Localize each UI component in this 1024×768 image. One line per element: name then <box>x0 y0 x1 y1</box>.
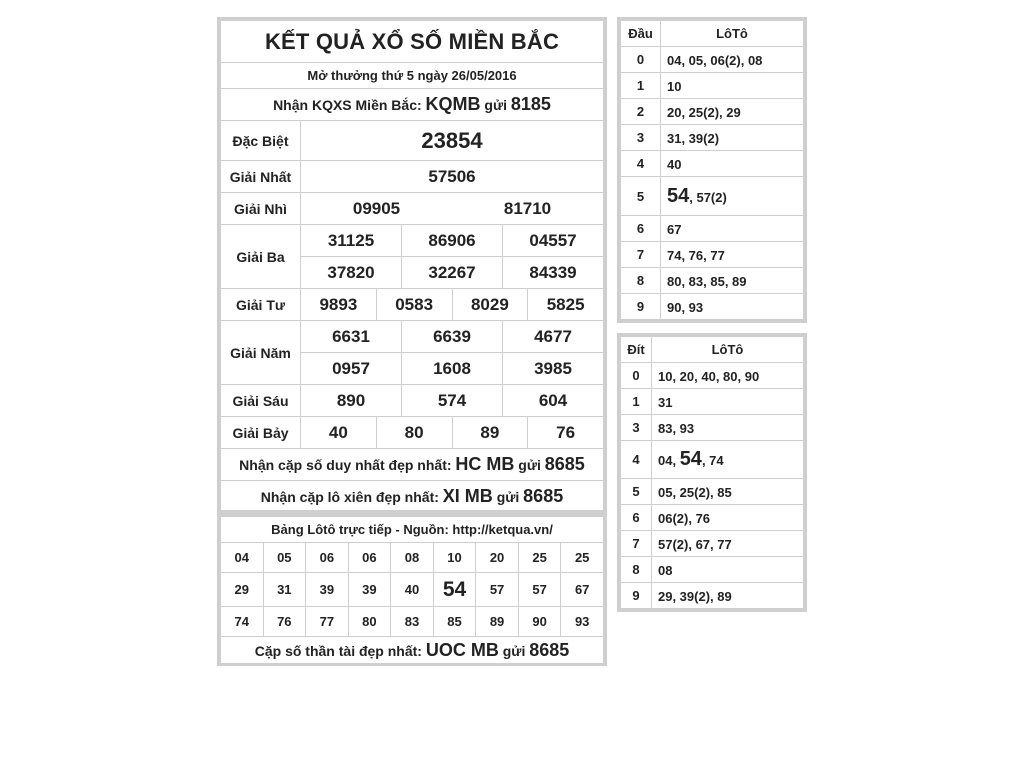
promo-code: HC MB <box>455 454 515 474</box>
promo-number: 8685 <box>544 454 585 474</box>
page-title: KẾT QUẢ XỔ SỐ MIỀN BẮC <box>221 21 604 63</box>
dau-key: 0 <box>621 47 661 73</box>
promo-line-uoc <box>221 637 604 664</box>
prize-label: Giải Sáu <box>221 385 301 417</box>
dit-row <box>621 583 804 609</box>
promo-mid: gửi <box>498 642 530 659</box>
prize-row-dac-biet <box>221 121 604 161</box>
prize-label: Giải Nhất <box>221 161 301 193</box>
promo-prefix: Nhận cặp số duy nhất đẹp nhất: <box>239 457 456 473</box>
values-text: 90, 93 <box>667 299 704 315</box>
prize-value: 9893 <box>301 289 377 321</box>
promo-line-hc <box>221 449 604 481</box>
loto-number: 85 <box>433 607 476 637</box>
dit-row <box>621 531 804 557</box>
prize-value: 604 <box>503 385 604 417</box>
prize-label: Đặc Biệt <box>221 121 301 161</box>
dau-key: 1 <box>621 73 661 99</box>
prize-row-tu <box>221 289 604 321</box>
values-text: 83, 93 <box>658 421 695 436</box>
dit-values <box>652 505 804 531</box>
prize-value: 04557 <box>503 225 604 257</box>
prize-value: 32267 <box>402 257 503 289</box>
dau-values <box>661 151 804 177</box>
prize-value: 31125 <box>301 225 402 257</box>
prize-row-ba <box>221 225 604 257</box>
dit-values <box>652 583 804 609</box>
loto-panel <box>217 513 607 666</box>
loto-number: 29 <box>221 573 264 607</box>
loto-header: LôTô <box>652 337 804 363</box>
dau-row <box>621 99 804 125</box>
dit-key: 1 <box>621 389 652 415</box>
values-text: 04, <box>658 453 680 468</box>
loto-number: 83 <box>391 607 434 637</box>
dau-row <box>621 47 804 73</box>
values-text: 10 <box>667 79 682 95</box>
dau-values <box>661 267 804 293</box>
loto-table <box>220 516 604 664</box>
dau-row <box>621 267 804 293</box>
prize-value: 3985 <box>503 353 604 385</box>
loto-row <box>221 543 604 573</box>
dit-values <box>652 441 804 479</box>
dau-row <box>621 241 804 267</box>
dit-key: 5 <box>621 479 652 505</box>
prize-row-bay <box>221 417 604 449</box>
dau-row <box>621 125 804 151</box>
sms-prefix: Nhận KQXS Miền Bắc: <box>273 97 426 113</box>
values-text: 31 <box>658 395 673 410</box>
dit-key: 4 <box>621 441 652 479</box>
dit-row <box>621 363 804 389</box>
prize-value: 0957 <box>301 353 402 385</box>
loto-number-highlight: 54 <box>433 573 476 607</box>
prize-value: 86906 <box>402 225 503 257</box>
prize-value: 1608 <box>402 353 503 385</box>
dau-header-row <box>621 21 804 47</box>
values-text: 20, 25(2), 29 <box>667 105 741 121</box>
dit-row <box>621 557 804 583</box>
prize-value: 40 <box>301 417 377 449</box>
loto-number: 20 <box>476 543 519 573</box>
prize-value: 574 <box>402 385 503 417</box>
prize-value: 37820 <box>301 257 402 289</box>
results-table <box>220 20 604 513</box>
prize-value: 8029 <box>452 289 528 321</box>
dit-row <box>621 389 804 415</box>
prize-label: Giải Bảy <box>221 417 301 449</box>
dau-values <box>661 215 804 241</box>
promo-line-xi <box>221 481 604 513</box>
promo-mid: gửi <box>492 489 524 505</box>
prize-label: Giải Năm <box>221 321 301 385</box>
prize-label: Giải Tư <box>221 289 301 321</box>
loto-number: 74 <box>221 607 264 637</box>
values-text: 74, 76, 77 <box>667 247 725 263</box>
values-text: 57(2), 67, 77 <box>658 537 732 552</box>
dit-key: 6 <box>621 505 652 531</box>
values-text: 10, 20, 40, 80, 90 <box>658 369 760 384</box>
dit-key: 8 <box>621 557 652 583</box>
loto-row <box>221 573 604 607</box>
prize-row-sau <box>221 385 604 417</box>
loto-title: Bảng Lôtô trực tiếp - Nguồn: http://ketqua.vn/ <box>221 517 604 543</box>
sms-code: KQMB <box>425 94 481 114</box>
dau-header: Đầu <box>621 21 661 47</box>
loto-number: 57 <box>476 573 519 607</box>
dau-values <box>661 47 804 73</box>
promo-prefix: Cặp số thần tài đẹp nhất: <box>254 642 426 659</box>
dau-table <box>620 20 804 320</box>
dit-row <box>621 441 804 479</box>
loto-number: 89 <box>476 607 519 637</box>
promo-code: XI MB <box>442 486 493 506</box>
dit-values <box>652 389 804 415</box>
loto-number: 77 <box>306 607 349 637</box>
prize-value: 76 <box>528 417 604 449</box>
dau-key: 9 <box>621 293 661 319</box>
prize-value: 4677 <box>503 321 604 353</box>
dau-values <box>661 293 804 319</box>
loto-number: 39 <box>348 573 391 607</box>
dau-key: 4 <box>621 151 661 177</box>
values-text: 29, 39(2), 89 <box>658 589 732 604</box>
draw-date: Mở thưởng thứ 5 ngày 26/05/2016 <box>221 63 604 89</box>
prize-value: 57506 <box>301 161 604 193</box>
prize-value: 890 <box>301 385 402 417</box>
dau-values <box>661 99 804 125</box>
dit-key: 7 <box>621 531 652 557</box>
dit-values <box>652 557 804 583</box>
dit-key: 3 <box>621 415 652 441</box>
dau-row <box>621 215 804 241</box>
values-text: , 57(2) <box>689 189 727 205</box>
dau-key: 6 <box>621 215 661 241</box>
prize-row-nam <box>221 321 604 353</box>
promo-number: 8685 <box>529 639 570 660</box>
loto-number: 08 <box>391 543 434 573</box>
loto-number: 67 <box>561 573 604 607</box>
sms-subscribe-line <box>221 89 604 121</box>
values-text: 40 <box>667 157 682 173</box>
dau-key: 3 <box>621 125 661 151</box>
dau-values <box>661 177 804 215</box>
prize-value: 6639 <box>402 321 503 353</box>
prize-value: 89 <box>452 417 528 449</box>
dit-key: 9 <box>621 583 652 609</box>
dau-values <box>661 125 804 151</box>
prize-label: Giải Nhì <box>221 193 301 225</box>
loto-number: 40 <box>391 573 434 607</box>
promo-prefix: Nhận cặp lô xiên đẹp nhất: <box>260 489 443 505</box>
loto-number: 06 <box>306 543 349 573</box>
loto-number: 93 <box>561 607 604 637</box>
loto-number: 10 <box>433 543 476 573</box>
loto-number: 31 <box>263 573 306 607</box>
values-text: 08 <box>658 563 673 578</box>
prize-label: Giải Ba <box>221 225 301 289</box>
dit-values <box>652 415 804 441</box>
prize-value: 80 <box>376 417 452 449</box>
prize-value: 5825 <box>528 289 604 321</box>
prize-value: 81710 <box>452 193 604 225</box>
loto-header: LôTô <box>661 21 804 47</box>
loto-number: 39 <box>306 573 349 607</box>
loto-number: 57 <box>518 573 561 607</box>
prize-row-nhi <box>221 193 604 225</box>
loto-number: 25 <box>518 543 561 573</box>
values-text: 04, 05, 06(2), 08 <box>667 53 763 69</box>
special-prize-value: 23854 <box>301 121 604 161</box>
dit-header-row <box>621 337 804 363</box>
dit-table <box>620 336 804 609</box>
loto-number: 05 <box>263 543 306 573</box>
dau-key: 5 <box>621 177 661 215</box>
dit-values <box>652 479 804 505</box>
dau-row <box>621 151 804 177</box>
loto-number: 90 <box>518 607 561 637</box>
dit-values <box>652 363 804 389</box>
values-text: 80, 83, 85, 89 <box>667 273 747 289</box>
promo-code: UOC MB <box>425 639 499 660</box>
dit-row <box>621 479 804 505</box>
values-text: 05, 25(2), 85 <box>658 485 732 500</box>
dit-values <box>652 531 804 557</box>
dau-row <box>621 293 804 319</box>
values-highlight: 54 <box>679 448 702 470</box>
loto-number: 76 <box>263 607 306 637</box>
dau-row <box>621 73 804 99</box>
loto-number: 06 <box>348 543 391 573</box>
prize-value: 84339 <box>503 257 604 289</box>
prize-value: 6631 <box>301 321 402 353</box>
values-text: 31, 39(2) <box>667 131 720 147</box>
dau-loto-panel <box>617 17 807 323</box>
loto-row <box>221 607 604 637</box>
values-text: 67 <box>667 221 682 237</box>
dau-values <box>661 241 804 267</box>
dau-key: 2 <box>621 99 661 125</box>
loto-number: 80 <box>348 607 391 637</box>
dau-row <box>621 177 804 215</box>
values-text: , 74 <box>701 453 724 468</box>
dit-row <box>621 505 804 531</box>
dau-key: 7 <box>621 241 661 267</box>
loto-number: 25 <box>561 543 604 573</box>
sms-mid: gửi <box>480 97 511 113</box>
loto-number: 04 <box>221 543 264 573</box>
values-text: 06(2), 76 <box>658 511 711 526</box>
results-panel <box>217 17 607 513</box>
sms-number: 8185 <box>510 94 551 114</box>
dau-values <box>661 73 804 99</box>
prize-value: 09905 <box>301 193 453 225</box>
promo-mid: gửi <box>514 457 545 473</box>
prize-row-nhat <box>221 161 604 193</box>
prize-value: 0583 <box>376 289 452 321</box>
dit-key: 0 <box>621 363 652 389</box>
dit-row <box>621 415 804 441</box>
dit-header: Đít <box>621 337 652 363</box>
values-highlight: 54 <box>667 184 690 207</box>
promo-number: 8685 <box>523 486 564 506</box>
dit-loto-panel <box>617 333 807 612</box>
dau-key: 8 <box>621 267 661 293</box>
